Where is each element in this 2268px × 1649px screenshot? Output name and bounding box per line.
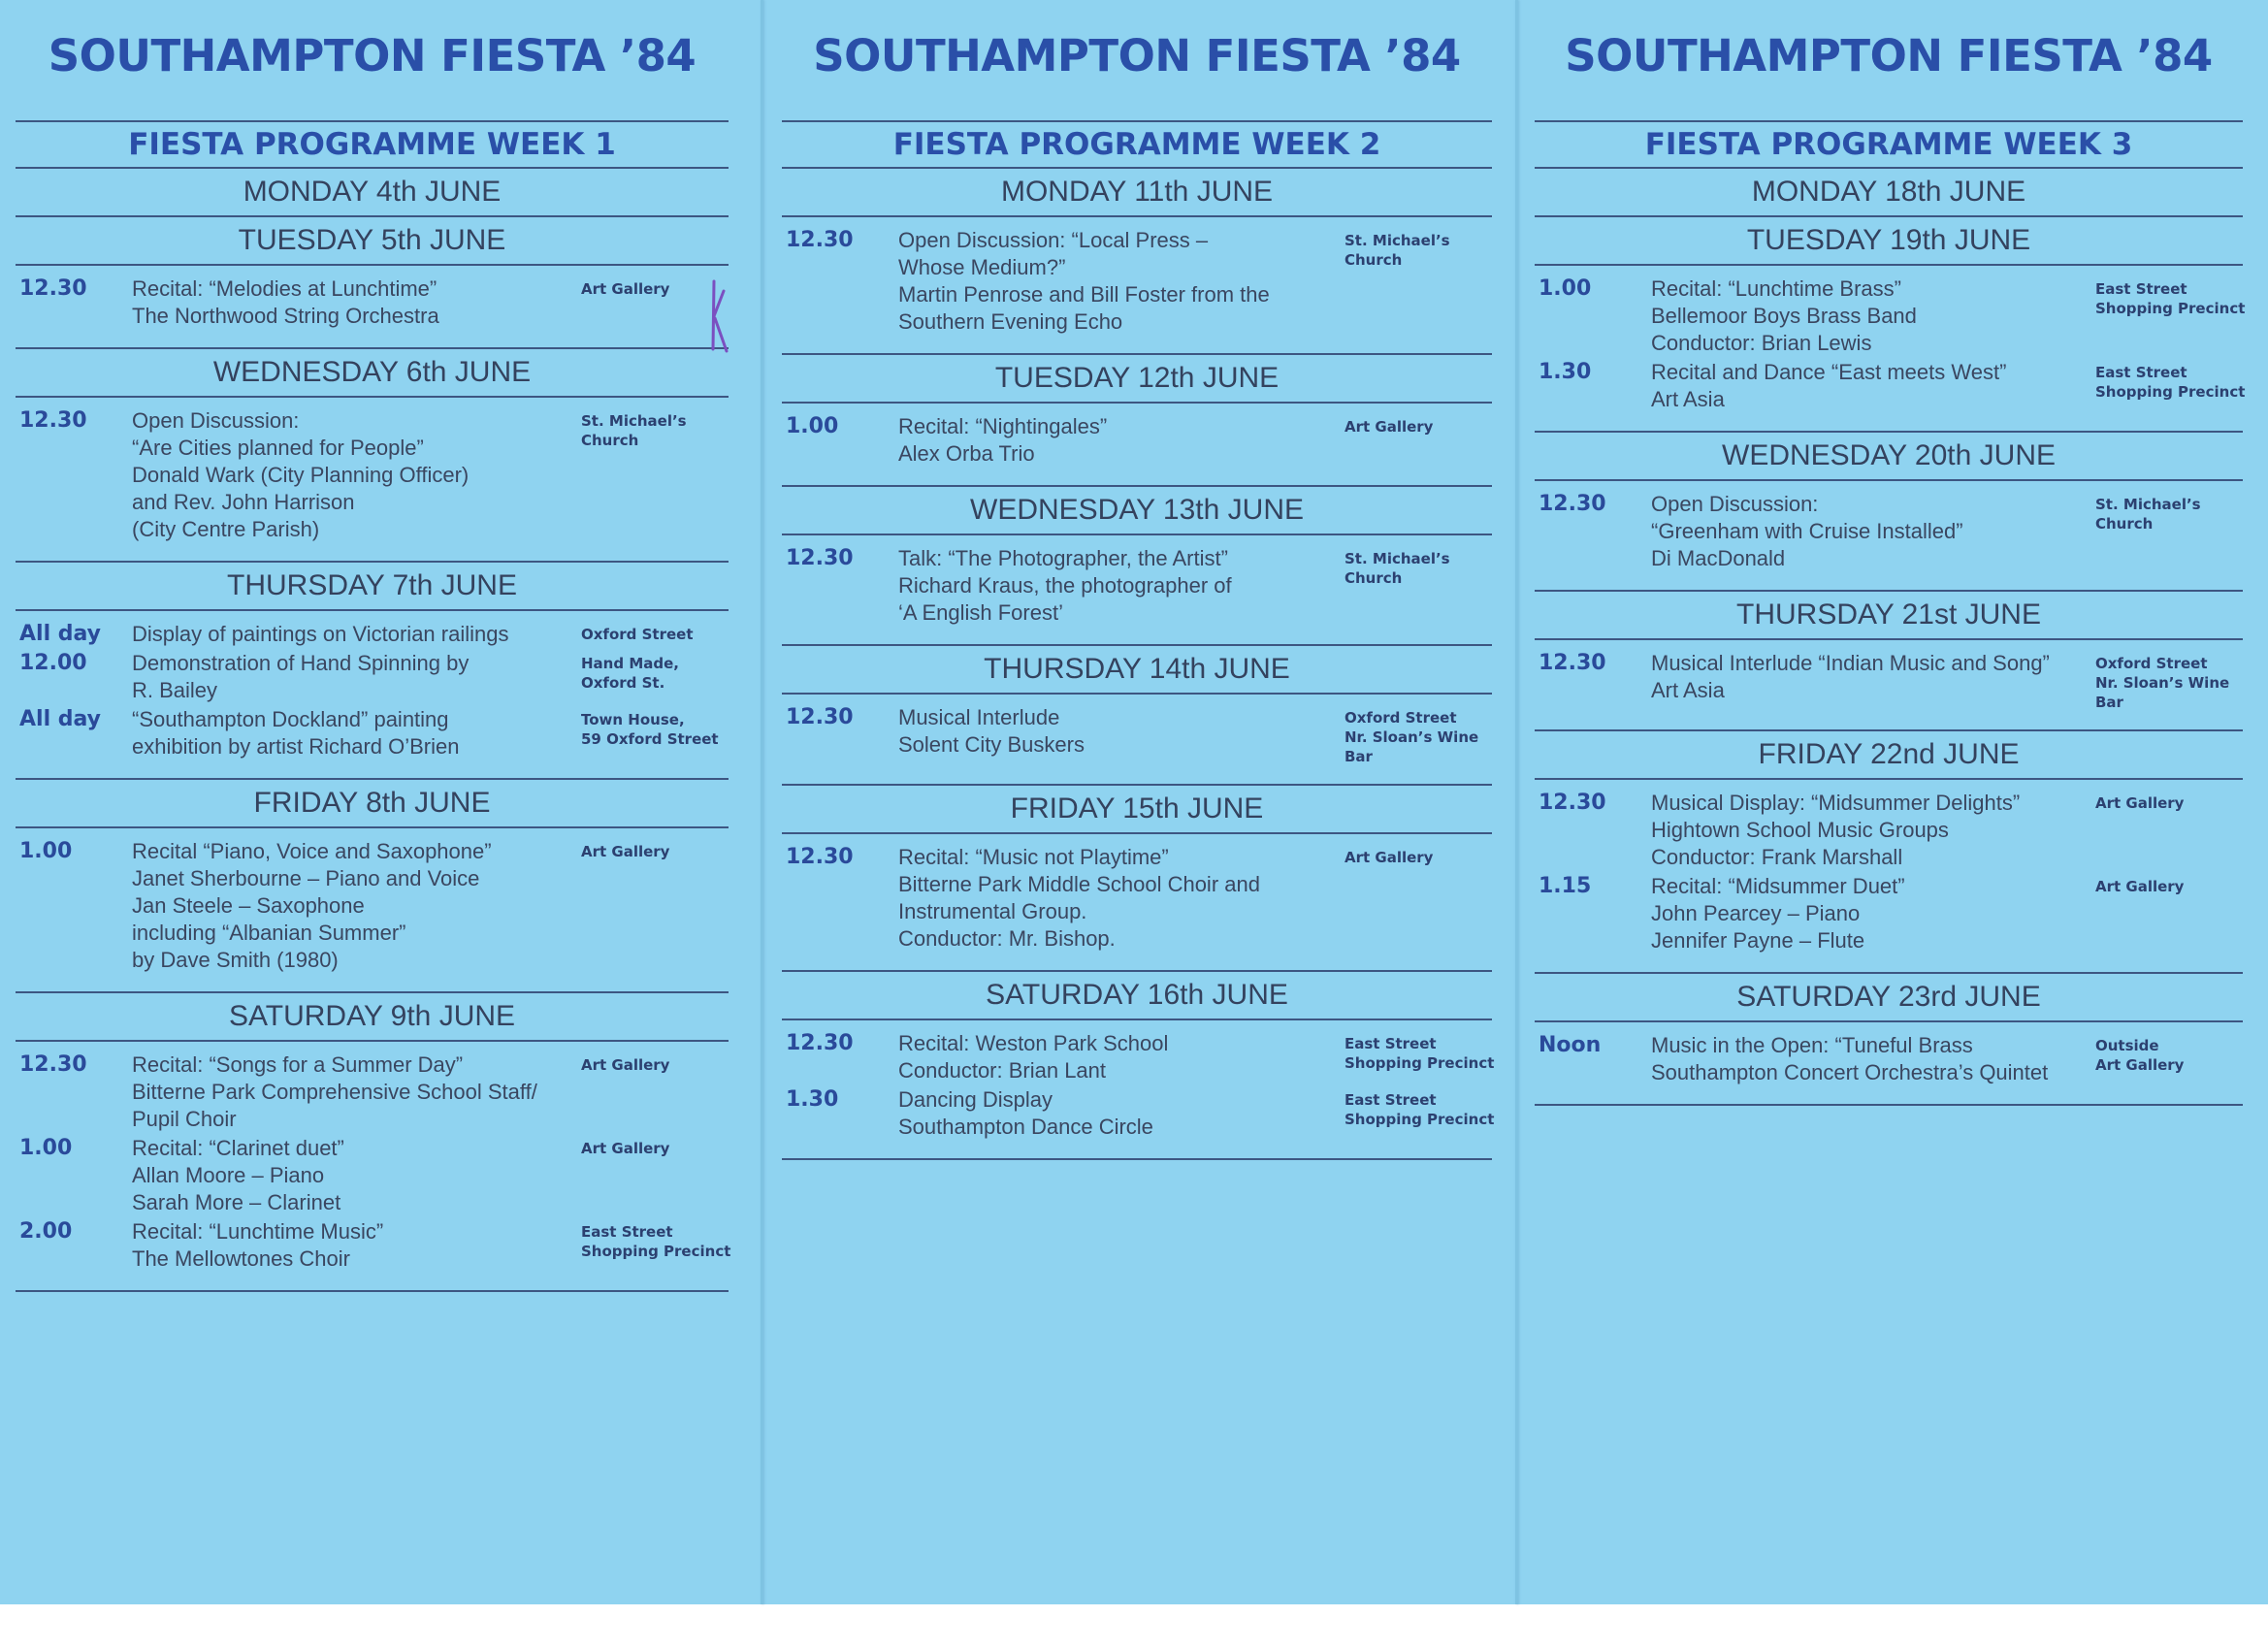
week-3-panel [1535, 0, 2246, 1604]
day-section [782, 487, 1492, 646]
event-row [16, 1218, 729, 1273]
event-description [1651, 359, 2095, 413]
venue-line: Shopping Precinct [1345, 1111, 1495, 1128]
event-description [898, 413, 1345, 468]
day-heading: WEDNESDAY 6th JUNE [16, 349, 729, 398]
event-list [1535, 780, 2243, 972]
day-heading: FRIDAY 8th JUNE [16, 780, 729, 828]
event-line: Musical Display: “Midsummer Delights” [1651, 791, 2021, 815]
event-time: 12.30 [786, 546, 854, 570]
event-line: Hightown School Music Groups [1651, 818, 1949, 842]
fold-line-right [1515, 0, 1518, 1604]
day-heading: TUESDAY 5th JUNE [16, 217, 729, 266]
venue-line: Church [2095, 515, 2154, 533]
event-time: 12.30 [786, 705, 854, 729]
event-description [132, 1135, 581, 1216]
event-description [132, 621, 581, 648]
day-section [16, 349, 729, 563]
event-row [1535, 1032, 2243, 1086]
event-line: Recital: “Lunchtime Brass” [1651, 276, 1901, 301]
day-section [1535, 217, 2246, 433]
event-line: R. Bailey [132, 678, 218, 702]
venue-line: Church [1345, 569, 1403, 587]
venue-line: Art Gallery [581, 843, 670, 860]
day-heading: FRIDAY 22nd JUNE [1535, 731, 2243, 780]
venue-line: Shopping Precinct [2095, 300, 2246, 317]
event-row [16, 1135, 729, 1216]
venue-line: Town House, [581, 711, 685, 728]
event-line: Instrumental Group. [898, 899, 1087, 923]
event-list [16, 1042, 729, 1290]
event-row [782, 704, 1492, 766]
event-row [1535, 359, 2246, 413]
day-section [16, 217, 729, 349]
event-line: Bellemoor Boys Brass Band [1651, 304, 1917, 328]
event-description [132, 407, 581, 543]
event-line: Conductor: Brian Lant [898, 1058, 1107, 1083]
venue-line: Nr. Sloan’s Wine [1345, 728, 1479, 746]
event-row [16, 650, 729, 704]
day-heading: WEDNESDAY 13th JUNE [782, 487, 1492, 535]
venue-line: Oxford Street [1345, 709, 1457, 727]
event-time: 12.30 [19, 1052, 87, 1077]
venue-line: Art Gallery [1345, 418, 1434, 436]
leaflet-title: SOUTHAMPTON FIESTA ’84 [1565, 30, 2213, 81]
day-heading: MONDAY 18th JUNE [1751, 176, 2026, 208]
event-line: The Northwood String Orchestra [132, 304, 439, 328]
venue-line: East Street [581, 1223, 673, 1241]
event-line: Whose Medium?” [898, 255, 1066, 279]
venue-line: East Street [2095, 280, 2187, 298]
event-list [16, 398, 729, 561]
event-time: 12.30 [786, 1031, 854, 1055]
day-section [782, 786, 1492, 972]
day-section [782, 646, 1492, 786]
event-line: Southern Evening Echo [898, 309, 1123, 334]
event-line: Richard Kraus, the photographer of [898, 573, 1232, 598]
day-section [782, 355, 1492, 487]
event-description [132, 275, 581, 330]
event-description [898, 1086, 1345, 1141]
event-description [898, 844, 1345, 953]
event-venue [2095, 650, 2243, 712]
event-line: Recital: “Music not Playtime” [898, 845, 1169, 869]
event-venue [2095, 873, 2243, 896]
week-2-panel [782, 0, 1495, 1604]
event-list [1535, 266, 2246, 431]
event-line: Art Asia [1651, 678, 1725, 702]
event-row [16, 407, 729, 543]
venue-line: St. Michael’s [581, 412, 687, 430]
venue-line: 59 Oxford Street [581, 730, 719, 748]
event-line: Pupil Choir [132, 1107, 237, 1131]
event-line: “Greenham with Cruise Installed” [1651, 519, 1963, 543]
day-heading: THURSDAY 21st JUNE [1535, 592, 2243, 640]
event-row [1535, 275, 2246, 357]
event-list [16, 828, 729, 991]
venue-line: Shopping Precinct [2095, 383, 2246, 401]
event-time: 1.00 [19, 839, 73, 863]
venue-line: Nr. Sloan’s Wine [2095, 674, 2230, 692]
event-description [132, 706, 581, 760]
venue-line: East Street [1345, 1035, 1437, 1052]
venue-line: Art Gallery [1345, 849, 1434, 866]
event-line: Display of paintings on Victorian railings [132, 622, 509, 646]
event-line: (City Centre Parish) [132, 517, 320, 541]
venue-line: Oxford Street [2095, 655, 2208, 672]
event-time: 12.30 [19, 276, 87, 301]
event-time: All day [19, 707, 102, 731]
event-line: Jan Steele – Saxophone [132, 893, 365, 918]
event-description [1651, 873, 2095, 954]
event-time: 12.30 [1539, 791, 1606, 815]
event-line: Bitterne Park Comprehensive School Staff/ [132, 1080, 537, 1104]
venue-line: St. Michael’s [1345, 550, 1450, 567]
event-venue [2095, 1032, 2243, 1075]
event-description [898, 227, 1345, 336]
event-line: Alex Orba Trio [898, 441, 1035, 466]
event-line: Southampton Dance Circle [898, 1115, 1153, 1139]
event-line: including “Albanian Summer” [132, 921, 406, 945]
event-row [16, 838, 729, 974]
venue-line: Art Gallery [2095, 1056, 2185, 1074]
event-description [132, 1218, 581, 1273]
event-row [1535, 790, 2243, 871]
event-time: 1.00 [1539, 276, 1592, 301]
event-time: 1.30 [1539, 360, 1592, 384]
event-line: Recital: Weston Park School [898, 1031, 1169, 1055]
event-venue [581, 1218, 729, 1261]
event-list [782, 217, 1492, 353]
event-line: Demonstration of Hand Spinning by [132, 651, 470, 675]
venue-line: East Street [2095, 364, 2187, 381]
event-venue [1345, 844, 1492, 867]
event-list [1535, 1022, 2243, 1104]
venue-line: Church [1345, 251, 1403, 269]
event-line: Jennifer Payne – Flute [1651, 928, 1865, 953]
week-1-panel [16, 0, 729, 1604]
venue-line: Oxford St. [581, 674, 665, 692]
event-time: 12.30 [786, 228, 854, 252]
day-heading: THURSDAY 7th JUNE [16, 563, 729, 611]
venue-line: Bar [2095, 694, 2123, 711]
day-section [1535, 433, 2243, 592]
event-line: Bitterne Park Middle School Choir and [898, 872, 1260, 896]
event-time: 1.00 [786, 414, 839, 438]
event-line: Conductor: Frank Marshall [1651, 845, 1903, 869]
event-venue [581, 275, 729, 299]
event-list [1535, 640, 2243, 729]
venue-line: Church [581, 432, 639, 449]
event-time: 1.15 [1539, 874, 1592, 898]
event-line: Sarah More – Clarinet [132, 1190, 341, 1214]
day-heading: TUESDAY 19th JUNE [1535, 217, 2243, 266]
event-line: Talk: “The Photographer, the Artist” [898, 546, 1228, 570]
event-line: ‘A English Forest’ [898, 600, 1063, 625]
venue-line: Shopping Precinct [581, 1243, 731, 1260]
event-row [782, 1030, 1495, 1084]
venue-line: Art Gallery [581, 280, 670, 298]
event-time: 1.00 [19, 1136, 73, 1160]
event-description [1651, 790, 2095, 871]
event-line: Dancing Display [898, 1087, 1053, 1112]
event-line: Allan Moore – Piano [132, 1163, 325, 1187]
event-description [132, 1051, 581, 1133]
event-time: 12.00 [19, 651, 87, 675]
venue-line: Art Gallery [581, 1056, 670, 1074]
event-list [16, 611, 729, 778]
event-description [132, 838, 581, 974]
event-time: 2.00 [19, 1219, 73, 1244]
day-section [782, 169, 1492, 355]
week-heading: FIESTA PROGRAMME WEEK 1 [16, 120, 729, 169]
day-section [1535, 974, 2243, 1106]
venue-line: Art Gallery [581, 1140, 670, 1157]
event-list [782, 695, 1492, 784]
event-row [1535, 650, 2243, 712]
event-description [1651, 275, 2095, 357]
event-list [782, 404, 1492, 485]
event-line: by Dave Smith (1980) [132, 948, 339, 972]
event-venue [1345, 704, 1492, 766]
venue-line: Art Gallery [2095, 794, 2185, 812]
venue-line: Bar [1345, 748, 1373, 765]
event-venue [581, 1051, 729, 1075]
event-row [1535, 873, 2243, 954]
event-venue [581, 838, 729, 861]
event-venue [1345, 545, 1492, 588]
event-description [132, 650, 581, 704]
event-row [782, 844, 1492, 953]
event-time: 12.30 [19, 408, 87, 433]
event-venue [581, 650, 729, 693]
event-time: Noon [1539, 1033, 1602, 1057]
day-section [1535, 731, 2243, 974]
venue-line: St. Michael’s [2095, 496, 2201, 513]
event-line: Music in the Open: “Tuneful Brass [1651, 1033, 1973, 1057]
venue-line: Oxford Street [581, 626, 694, 643]
event-venue [2095, 359, 2246, 402]
event-time: 12.30 [1539, 651, 1606, 675]
event-list [16, 266, 729, 347]
event-venue [2095, 491, 2243, 534]
day-section [16, 169, 729, 217]
event-venue [581, 621, 729, 644]
week-heading: FIESTA PROGRAMME WEEK 2 [782, 120, 1492, 169]
day-heading: THURSDAY 14th JUNE [782, 646, 1492, 695]
event-venue [581, 407, 729, 450]
event-row [16, 621, 729, 648]
event-line: Open Discussion: “Local Press – [898, 228, 1209, 252]
day-heading: SATURDAY 23rd JUNE [1535, 974, 2243, 1022]
event-venue [1345, 227, 1492, 270]
day-heading: SATURDAY 9th JUNE [16, 993, 729, 1042]
day-heading: MONDAY 11th JUNE [782, 169, 1492, 217]
event-time: 12.30 [1539, 492, 1606, 516]
event-venue [1345, 413, 1492, 436]
day-heading: TUESDAY 12th JUNE [782, 355, 1492, 404]
event-time: All day [19, 622, 102, 646]
event-line: Conductor: Mr. Bishop. [898, 926, 1116, 951]
day-section [1535, 592, 2243, 731]
event-line: Recital: “Songs for a Summer Day” [132, 1052, 464, 1077]
event-list [782, 535, 1492, 644]
day-heading: FRIDAY 15th JUNE [782, 786, 1492, 834]
event-line: John Pearcey – Piano [1651, 901, 1861, 925]
event-line: Solent City Buskers [898, 732, 1085, 757]
day-section [16, 563, 729, 780]
event-line: Recital: “Midsummer Duet” [1651, 874, 1905, 898]
event-venue [581, 1135, 729, 1158]
event-line: Martin Penrose and Bill Foster from the [898, 282, 1270, 307]
handwritten-tick-mark [708, 277, 729, 355]
event-list [1535, 481, 2243, 590]
event-list [782, 1020, 1495, 1158]
event-line: Southampton Concert Orchestra’s Quintet [1651, 1060, 2049, 1084]
leaflet-title: SOUTHAMPTON FIESTA ’84 [813, 30, 1461, 81]
venue-line: Shopping Precinct [1345, 1054, 1495, 1072]
event-line: Recital: “Clarinet duet” [132, 1136, 344, 1160]
event-venue [581, 706, 729, 749]
event-line: “Southampton Dockland” painting [132, 707, 449, 731]
event-line: The Mellowtones Choir [132, 1246, 350, 1271]
venue-line: Art Gallery [2095, 878, 2185, 895]
event-line: Musical Interlude [898, 705, 1060, 729]
day-section [1535, 169, 2243, 217]
event-list [782, 834, 1492, 970]
event-line: Recital: “Lunchtime Music” [132, 1219, 384, 1244]
event-description [1651, 1032, 2095, 1086]
event-description [898, 1030, 1345, 1084]
event-venue [2095, 275, 2246, 318]
venue-line: East Street [1345, 1091, 1437, 1109]
venue-line: Outside [2095, 1037, 2159, 1054]
event-time: 1.30 [786, 1087, 839, 1112]
week-heading: FIESTA PROGRAMME WEEK 3 [1535, 120, 2243, 169]
event-row [782, 413, 1492, 468]
event-row [16, 706, 729, 760]
event-time: 12.30 [786, 845, 854, 869]
event-row [1535, 491, 2243, 572]
event-venue [1345, 1086, 1495, 1129]
event-line: Di MacDonald [1651, 546, 1786, 570]
event-line: Recital: “Melodies at Lunchtime” [132, 276, 437, 301]
event-line: “Are Cities planned for People” [132, 436, 424, 460]
day-section [782, 972, 1495, 1160]
event-row [782, 1086, 1495, 1141]
venue-line: Hand Made, [581, 655, 679, 672]
event-description [898, 704, 1345, 759]
leaflet-title: SOUTHAMPTON FIESTA ’84 [48, 30, 697, 81]
event-line: Open Discussion: [132, 408, 300, 433]
event-line: Recital “Piano, Voice and Saxophone” [132, 839, 492, 863]
event-row [16, 275, 729, 330]
day-heading: SATURDAY 16th JUNE [782, 972, 1492, 1020]
event-description [1651, 650, 2095, 704]
event-line: Art Asia [1651, 387, 1725, 411]
event-line: exhibition by artist Richard O’Brien [132, 734, 460, 759]
event-line: Donald Wark (City Planning Officer) [132, 463, 470, 487]
venue-line: St. Michael’s [1345, 232, 1450, 249]
day-heading: MONDAY 4th JUNE [243, 176, 502, 208]
event-line: and Rev. John Harrison [132, 490, 355, 514]
event-line: Recital: “Nightingales” [898, 414, 1108, 438]
event-line: Recital and Dance “East meets West” [1651, 360, 2007, 384]
event-row [782, 227, 1492, 336]
event-description [1651, 491, 2095, 572]
event-description [898, 545, 1345, 627]
event-row [782, 545, 1492, 627]
day-heading: WEDNESDAY 20th JUNE [1535, 433, 2243, 481]
fold-line-left [761, 0, 763, 1604]
event-row [16, 1051, 729, 1133]
event-venue [2095, 790, 2243, 813]
event-line: Musical Interlude “Indian Music and Song” [1651, 651, 2050, 675]
event-line: Conductor: Brian Lewis [1651, 331, 1872, 355]
event-venue [1345, 1030, 1495, 1073]
day-section [16, 780, 729, 993]
event-line: Janet Sherbourne – Piano and Voice [132, 866, 480, 890]
day-section [16, 993, 729, 1292]
event-line: Open Discussion: [1651, 492, 1819, 516]
